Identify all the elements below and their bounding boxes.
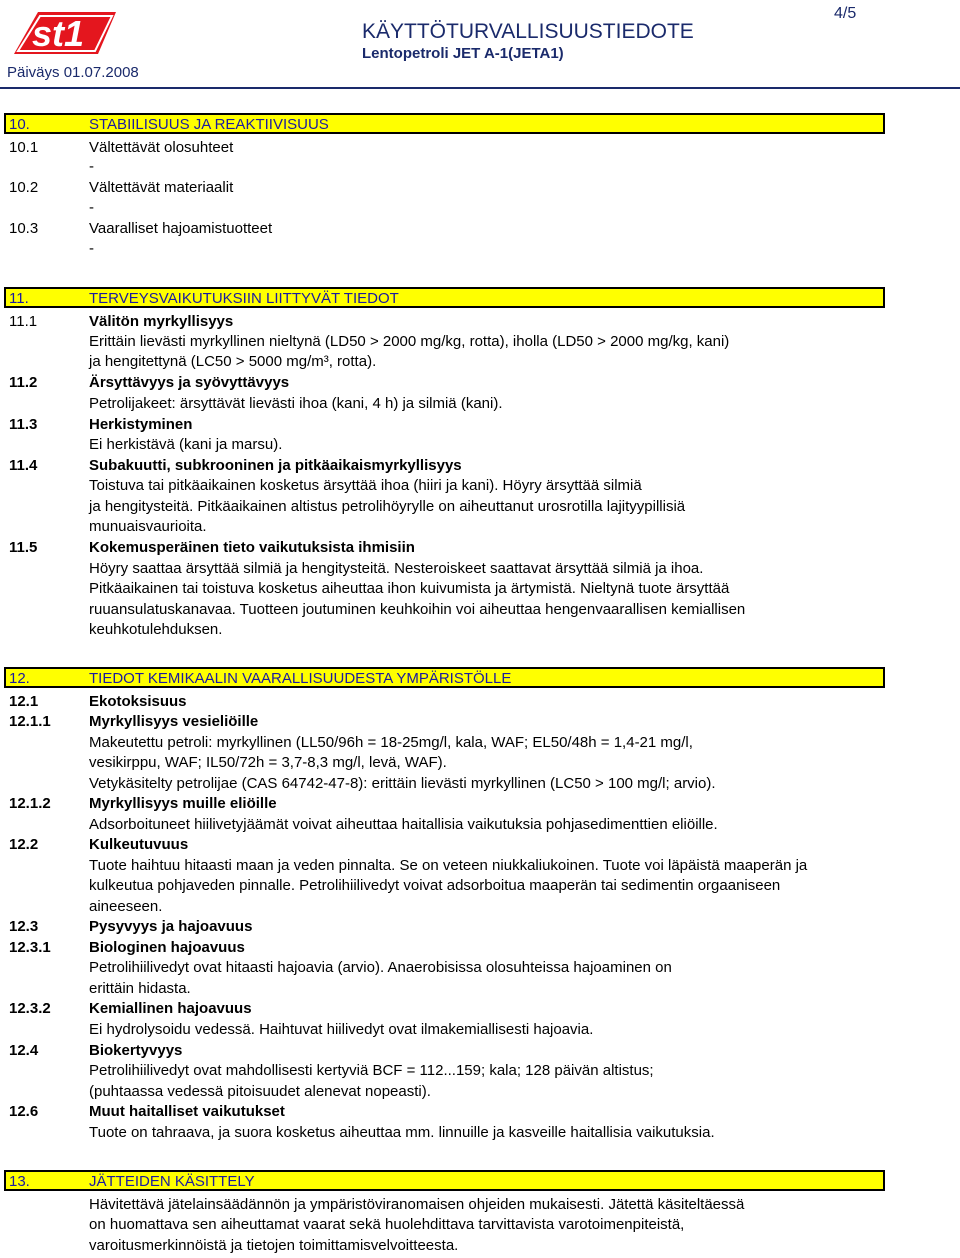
subsection-text: - [89,199,94,216]
section-title: TIEDOT KEMIKAALIN VAARALLISUUDESTA YMPÄRISTÖLLE [89,670,512,687]
subsection-title: Muut haitalliset vaikutukset [89,1103,285,1120]
subsection-text: ja hengitettynä (LC50 > 5000 mg/m³, rotta). [89,353,377,370]
subsection-title: Myrkyllisyys muille eliöille [89,795,277,812]
section-10-heading [4,113,885,134]
subsection-text: Makeutettu petroli: myrkyllinen (LL50/96h = 18-25mg/l, kala, WAF; EL50/48h = 1,4-21 mg/l, [89,734,693,751]
subsection-text: (puhtaassa vedessä pitoisuudet alenevat nopeasti). [89,1083,431,1100]
subsection-text: Petrolihiilivedyt ovat mahdollisesti kertyviä BCF = 112...159; kala; 128 päivän altistus; [89,1062,654,1079]
subsection-number: 12.3.2 [9,1000,51,1017]
subsection-number: 12.1.2 [9,795,51,812]
section-title: TERVEYSVAIKUTUKSIIN LIITTYVÄT TIEDOT [89,290,399,307]
subsection-text: Erittäin lievästi myrkyllinen nieltynä (LD50 > 2000 mg/kg, rotta), iholla (LD50 > 2000 mg/kg, kani) [89,333,730,350]
subsection-text: kulkeutua pohjaveden pinnalle. Petrolihiilivedyt voivat adsorboitua maaperän tai sedimentin orgaaniseen [89,877,781,894]
subsection-text: Tuote on tahraava, ja suora kosketus aiheuttaa mm. linnuille ja kasveille haitallisia vaikutuksia. [89,1124,715,1141]
subsection-text: Höyry saattaa ärsyttää silmiä ja hengitysteitä. Nesteroiskeet saattavat ärsyttää silmiä ja ihoa. [89,560,704,577]
subsection-number: 10.1 [9,139,39,156]
subsection-number: 11.2 [9,374,38,391]
subsection-title: Subakuutti, subkrooninen ja pitkäaikaismyrkyllisyys [89,457,462,474]
subsection-text: Adsorboituneet hiilivetyjäämät voivat aiheuttaa haitallisia vaikutuksia pohjasedimenttien eliöille. [89,816,718,833]
subsection-title: Myrkyllisyys vesieliöille [89,713,259,730]
subsection-text: Vetykäsitelty petrolijae (CAS 64742-47-8): erittäin lievästi myrkyllinen (LC50 > 100 mg/l; arvio). [89,775,716,792]
subsection-title: Ärsyttävyys ja syövyttävyys [89,374,290,391]
product-name: Lentopetroli JET A-1(JETA1) [362,45,564,62]
subsection-number: 11.1 [9,313,38,330]
subsection-title: Ekotoksisuus [89,693,187,710]
subsection-title: Pysyvyys ja hajoavuus [89,918,253,935]
subsection-text: Ei herkistävä (kani ja marsu). [89,436,283,453]
subsection-number: 12.1 [9,693,39,710]
section-12-heading [4,667,885,688]
subsection-title: Biokertyvyys [89,1042,183,1059]
section-number: 11. [9,290,29,307]
subsection-text: Tuote haihtuu hitaasti maan ja veden pinnalta. Se on veteen niukkaliukoinen. Tuote voi läpäistä maaperän ja [89,857,808,874]
svg-text:st1: st1 [32,13,85,54]
subsection-text: vesikirppu, WAF; IL50/72h = 3,7-8,3 mg/l, levä, WAF). [89,754,447,771]
subsection-title: Vältettävät olosuhteet [89,139,234,156]
subsection-number: 12.3 [9,918,39,935]
subsection-text: keuhkotulehduksen. [89,621,223,638]
section-title: STABIILISUUS JA REAKTIIVISUUS [89,116,329,133]
subsection-title: Kemiallinen hajoavuus [89,1000,252,1017]
subsection-number: 12.6 [9,1103,39,1120]
subsection-text: munuaisvaurioita. [89,518,207,535]
subsection-title: Vältettävät materiaalit [89,179,234,196]
subsection-title: Biologinen hajoavuus [89,939,245,956]
section-text: on huomattava sen aiheuttamat vaarat sekä huolehdittava tarvittavista varotoimenpiteistä, [89,1216,685,1233]
subsection-text: - [89,158,94,175]
subsection-text: Ei hydrolysoidu vedessä. Haihtuvat hiilivedyt ovat ilmakemiallisesti hajoavia. [89,1021,594,1038]
subsection-number: 11.5 [9,539,38,556]
subsection-text: Toistuva tai pitkäaikainen kosketus ärsyttää ihoa (hiiri ja kani). Höyry ärsyttää silmiä [89,477,642,494]
subsection-number: 10.2 [9,179,39,196]
section-title: JÄTTEIDEN KÄSITTELY [89,1173,255,1190]
subsection-title: Kulkeutuvuus [89,836,189,853]
subsection-number: 12.4 [9,1042,39,1059]
subsection-number: 10.3 [9,220,39,237]
subsection-number: 12.1.1 [9,713,51,730]
subsection-text: Petrolijakeet: ärsyttävät lievästi ihoa (kani, 4 h) ja silmiä (kani). [89,395,503,412]
subsection-title: Kokemusperäinen tieto vaikutuksista ihmisiin [89,539,415,556]
subsection-text: - [89,240,94,257]
subsection-title: Välitön myrkyllisyys [89,313,234,330]
company-logo [8,4,120,58]
subsection-title: Vaaralliset hajoamistuotteet [89,220,273,237]
subsection-number: 11.4 [9,457,38,474]
section-number: 13. [9,1173,30,1190]
section-text: Hävitettävä jätelainsäädännön ja ympäristöviranomaisen ohjeiden mukaisesti. Jätettä käsiteltäessä [89,1196,745,1213]
subsection-number: 12.3.1 [9,939,51,956]
subsection-title: Herkistyminen [89,416,193,433]
header-divider [0,87,960,89]
document-title: KÄYTTÖTURVALLISUUSTIEDOTE [362,20,694,43]
section-number: 10. [9,116,30,133]
section-13-heading [4,1170,885,1191]
subsection-text: Pitkäaikainen tai toistuva kosketus aiheuttaa ihon kuivumista ja ärtymistä. Nieltynä tuote ärsyttää [89,580,730,597]
subsection-text: ruuansulatuskanavaa. Tuotteen joutuminen keuhkoihin voi aiheuttaa hengenvaarallisen kemiallisen [89,601,746,618]
section-number: 12. [9,670,30,687]
subsection-number: 12.2 [9,836,39,853]
section-text: varoitusmerkinnöistä ja tietojen toimittamisvelvoitteesta. [89,1237,459,1254]
subsection-number: 11.3 [9,416,38,433]
document-date: Päiväys 01.07.2008 [7,64,139,81]
section-11-heading [4,287,885,308]
subsection-text: ja hengitysteitä. Pitkäaikainen altistus petrolihöyrylle on aiheuttanut urosrotilla lajityypillisiä [89,498,686,515]
page-number: 4/5 [834,5,857,22]
subsection-text: Petrolihiilivedyt ovat hitaasti hajoavia (arvio). Anaerobisissa olosuhteissa hajoaminen on [89,959,672,976]
subsection-text: erittäin hidasta. [89,980,191,997]
subsection-text: aineeseen. [89,898,163,915]
